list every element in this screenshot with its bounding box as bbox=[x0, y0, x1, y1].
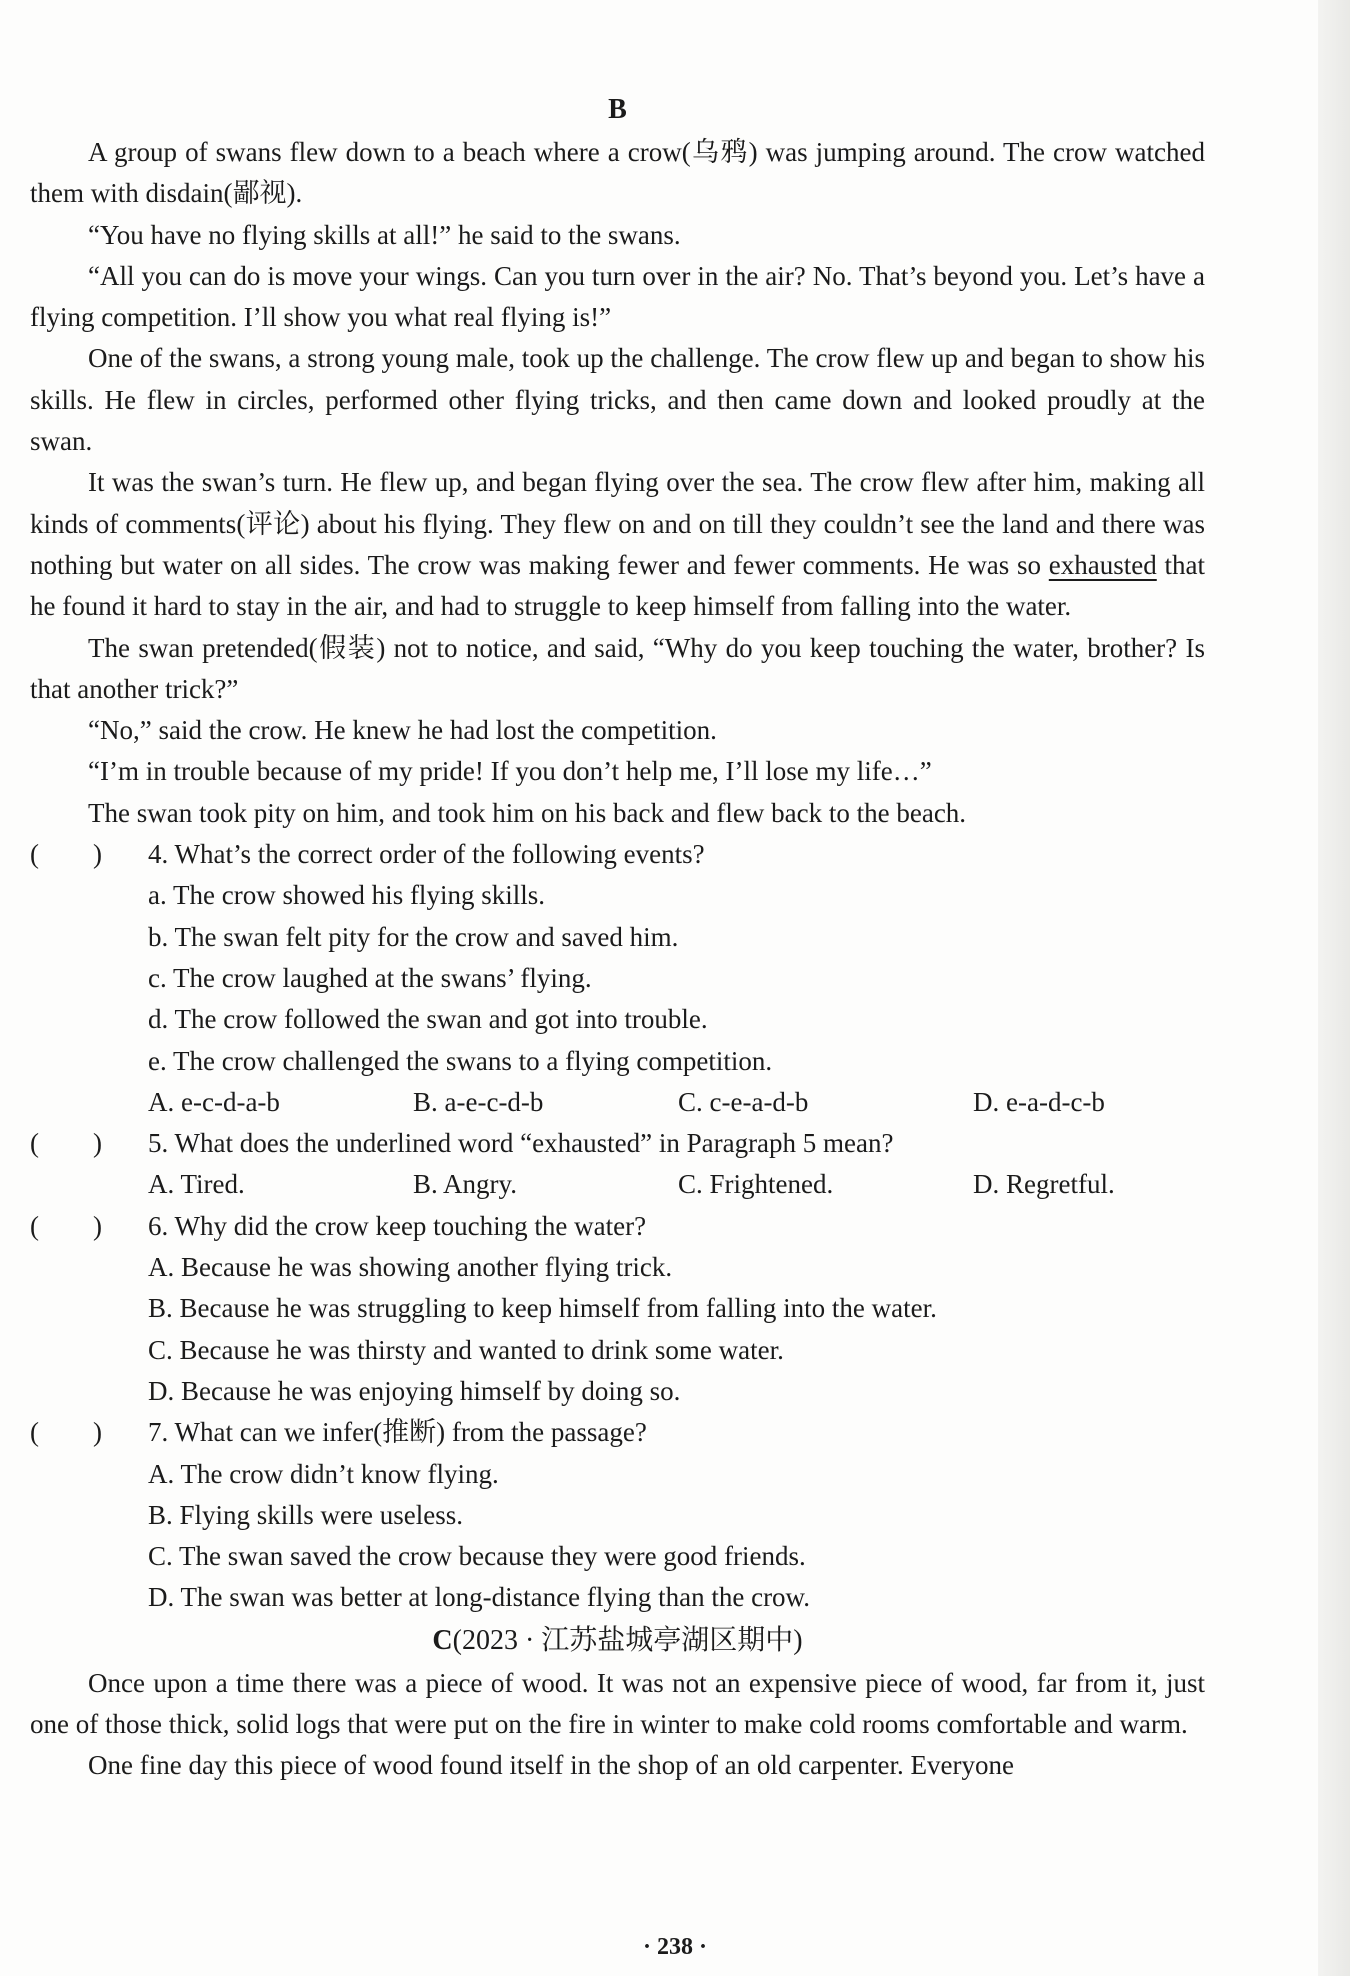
question-7 bbox=[30, 1412, 1205, 1453]
page-edge-shadow bbox=[1318, 0, 1350, 1976]
underlined-word-exhausted: exhausted bbox=[1048, 549, 1157, 580]
question-6-stem: 6. Why did the crow keep touching the water? bbox=[148, 1210, 647, 1241]
q4-option-d: D. e-a-d-c-b bbox=[973, 1086, 1105, 1117]
q6-option-a: A. Because he was showing another flying trick. bbox=[148, 1252, 673, 1283]
question-5 bbox=[30, 1123, 1205, 1164]
event-b: b. The swan felt pity for the crow and saved him. bbox=[148, 921, 679, 952]
section-b-title: B bbox=[608, 94, 627, 125]
answer-blank-5[interactable]: ( ) bbox=[30, 1128, 102, 1159]
q7-option-d: D. The swan was better at long-distance flying than the crow. bbox=[148, 1582, 811, 1613]
q4-option-c: C. c-e-a-d-b bbox=[678, 1086, 809, 1117]
paragraph-9: The swan took pity on him, and took him on his back and flew back to the beach. bbox=[88, 797, 967, 828]
answer-blank-7[interactable]: ( ) bbox=[30, 1417, 102, 1448]
q6-option-d: D. Because he was enjoying himself by doing so. bbox=[148, 1375, 681, 1406]
event-e: e. The crow challenged the swans to a flying competition. bbox=[148, 1045, 773, 1076]
event-c: c. The crow laughed at the swans’ flying. bbox=[148, 962, 592, 993]
paragraph-1: A group of swans flew down to a beach where a crow(乌鸦) was jumping around. The crow watched them with disdain(鄙视). bbox=[30, 137, 1205, 209]
section-c-paragraph-1: Once upon a time there was a piece of wood. It was not an expensive piece of wood, far from it, just one of those thick, solid logs that were put on the fire in winter to make cold rooms comfortable and warm. bbox=[30, 1667, 1205, 1739]
q5-option-a: A. Tired. bbox=[148, 1169, 245, 1200]
paragraph-6: The swan pretended(假装) not to notice, and said, “Why do you keep touching the water, brother? Is that another trick?” bbox=[30, 632, 1205, 704]
q5-option-b: B. Angry. bbox=[413, 1169, 518, 1200]
question-5-options bbox=[30, 1164, 1205, 1205]
q5-option-c: C. Frightened. bbox=[678, 1169, 834, 1200]
q7-option-c: C. The swan saved the crow because they were good friends. bbox=[148, 1541, 806, 1572]
section-c-letter: C bbox=[432, 1624, 453, 1656]
answer-blank-6[interactable]: ( ) bbox=[30, 1210, 102, 1241]
question-4-stem: 4. What’s the correct order of the following events? bbox=[148, 839, 705, 870]
paragraph-4: One of the swans, a strong young male, took up the challenge. The crow flew up and began to show his skills. He flew in circles, performed other flying tricks, and then came down and looked proudly at the swan. bbox=[30, 343, 1205, 457]
answer-blank-4[interactable]: ( ) bbox=[30, 839, 102, 870]
question-5-stem: 5. What does the underlined word “exhausted” in Paragraph 5 mean? bbox=[148, 1128, 894, 1159]
paragraph-2: “You have no flying skills at all!” he said to the swans. bbox=[88, 219, 681, 250]
paragraph-3: “All you can do is move your wings. Can you turn over in the air? No. That’s beyond you. Let’s have a flying competition. I’ll show you what real flying is!” bbox=[30, 260, 1205, 333]
question-6 bbox=[30, 1206, 1205, 1247]
question-7-stem: 7. What can we infer(推断) from the passage? bbox=[148, 1417, 647, 1448]
q4-option-b: B. a-e-c-d-b bbox=[413, 1086, 544, 1117]
q7-option-a: A. The crow didn’t know flying. bbox=[148, 1458, 499, 1489]
q7-option-b: B. Flying skills were useless. bbox=[148, 1499, 463, 1530]
paragraph-7: “No,” said the crow. He knew he had lost the competition. bbox=[88, 715, 717, 746]
page-number: · 238 · bbox=[642, 1934, 707, 1960]
paragraph-5-after: that he found it hard to stay in the air, and had to struggle to keep himself from falling into the water. bbox=[30, 549, 1205, 622]
section-c-paragraph-2: One fine day this piece of wood found itself in the shop of an old carpenter. Everyone bbox=[88, 1750, 1014, 1781]
event-a: a. The crow showed his flying skills. bbox=[148, 880, 545, 911]
question-4-options bbox=[30, 1082, 1205, 1123]
page-content bbox=[30, 88, 1205, 1787]
paragraph-5-before: It was the swan’s turn. He flew up, and began flying over the sea. The crow flew after him, making all kinds of comments(评论) about his flying. They flew on and on till they couldn’t see the land and there was nothing but water on all sides. The crow was making fewer and fewer comments. He was so bbox=[30, 467, 1205, 580]
paragraph-8: “I’m in trouble because of my pride! If you don’t help me, I’ll lose my life…” bbox=[88, 756, 932, 787]
q6-option-c: C. Because he was thirsty and wanted to drink some water. bbox=[148, 1334, 784, 1365]
q4-option-a: A. e-c-d-a-b bbox=[148, 1086, 280, 1117]
section-c-source: (2023 · 江苏盐城亭湖区期中) bbox=[452, 1624, 803, 1656]
question-4 bbox=[30, 834, 1205, 875]
q6-option-b: B. Because he was struggling to keep himself from falling into the water. bbox=[148, 1293, 937, 1324]
section-c-title bbox=[30, 1619, 1205, 1663]
event-d: d. The crow followed the swan and got into trouble. bbox=[148, 1004, 708, 1035]
q5-option-d: D. Regretful. bbox=[973, 1169, 1115, 1200]
paragraph-5 bbox=[30, 462, 1205, 627]
